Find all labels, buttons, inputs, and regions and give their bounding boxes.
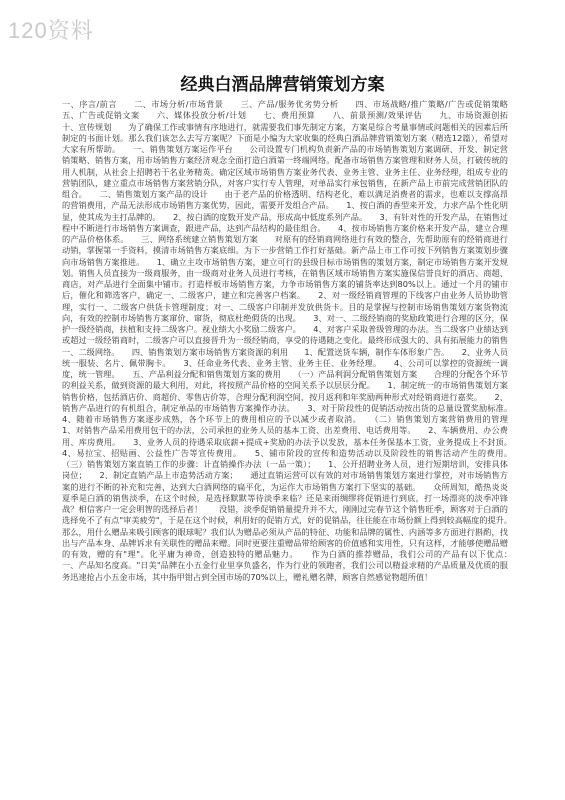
document-body xyxy=(62,99,525,789)
watermark: 120资料 xyxy=(8,18,94,43)
body-paragraph: 一、序言/前言 二、市场分析/市场背景 三、产品/服务优劣势分析 四、市场战略/推广策略/广告或促销策略 五、广告或促销文案 六、媒体投放分析/计划 七、费用预算 八、前景预测/效果评估 九、市场资源创拓 十、宣传规划 为了确保工作或事情有序地进行，就需要我们事先制定方案，方案是综合考量事情或问题相关的因素后所制定的书面计划。那么我们该怎么去写方案呢？下面是小编为大家收集的经典白酒品牌营销策划方案（精选12篇），希望对大家有所帮助。 一、销售策划方案运作平台 公司设置专门机构负责新产品的市场销售策划方案调研、开发、制定营销策略、销售方案，用市场销售方案经济观念全面打造白酒第一终端网络。配备市场销售方案管理和财务人员，打破传统的用人机制，从社会上招聘若干名业务精英。确定区域市场销售方案业务代表、业务主管、业务主任、业务经理，组成专业的营销团队，建立重点市场销售方案营销分队，对客户实行专人管理，对单品实行承包销售，在新产品上市前完成营销团队的组合。 二、销售策划方案产品的设计 由于老产品的价格透明、结构老化，难以满足消费者的需求，也难以支撑高昂的营销费用，产品无法形成市场销售方案优势，因此，需要开发组合产品。 1、按白酒的香型来开发，力求产品个性化明显，使其成为主打品牌的。 2、按白酒的度数开发产品，形成高中低度系列产品。 3、有针对性的开发产品，在销售过程中不断进行市场销售方案调查，跟进产品，达到产品结构的最佳组合。 4、按市场销售方案价格来开发产品，建立合理的产品价格体系。 三、网络系统建立销售策划方案 对原有的经销商网络进行有效的整合，先帮助原有的经销商进行动销，掌握第一手资料，摸清市场销售方案底细。为下一步营销工作打好基础。新产品上市工作可按下列销售方案策划步骤向市场销售方案推进。 1、确立主攻市场销售方案，建立可行的县级目标市场销售的策划方案，制定市场销售方案开发规划。销售人员直接为一级商服务，由一级商对业务人员进行考核，在销售区域市场销售方案实施保信誉良好的酒店、商超、商店，对产品进行全面集中铺市。打造样板市场销售方案，力争市场销售方案的铺货率达到80%以上。通过一个月的铺市后，催化和筛选客户，确定一、二级客户，建立和完善客户档案。 2、对一级经销商管理的下线客户由业务人员协助管理，实行一、二级客户供货卡管理制度；对一、二级客户印制并发放供货卡。目的是掌握与控制市场销售策划方案货物流向，有效的控制市场销售方案窜价、窜货，彻底杜绝假货的出现。 3、对一、二级经销商的奖励政策进行合理的区分，保护一级经销商，扶植和支持二级客户。视业绩大小奖励二级客户。 4、对客户采取普级管理的办法。当二级客户业绩达到或超过一级经销商时，二级客户可以直接晋升为一级经销商，享受的待遇随之变化。最终形成强大的、具有拓展能力的销售一、二级网络。 四、销售策划方案市场销售方案资源的利用 1、配置送货车辆，制作车体形象广告。 2、业务人员统一服装、名片、佩带胸卡。 3、任命业务代表、业务主管、业务主任、业务经理。 4、公司可以掌控的资源统一调度，统一管理。 五、产品利益分配和销售策划方案的费用 （一）产品利润分配销售策划方案 合理的分配各个环节的利益关系，做到资源的最大利用，对此，将按照产品价格的空间关系予以层层分配。 1、制定统一的市场销售策划方案销售价格，包括酒店价、商超价、零售店价等，合理分配利润空间，按月返利和年奖励两种形式对经销商进行嘉奖。 2、销售产品进行的有机组合，制定单品的市场销售方案操作办法。 3、对于阶段性的促销活动按出货的总量设置奖励标准。 4、随着市场销售方案逐步成熟，各个环节上的费用相应的予以减少或者取消。 （二）销售策划方案营销费用的管理 1、对销售产品采用费用包干的办法，公司承担的业务人员的基本工资、出差费用、电话费用等。 2、车辆费用、办公费用、库房费用。 3、业务人员的待遇采取底薪+提成+奖励的办法予以发放，基本任务保基本工资，业务提成上不封顶。 4、易拉宝、招贴画、公益性广告等宣传费用。 5、铺市阶段的宣传和造势活动以及阶段性的销售活动产生的费用。 （三）销售策划方案直销工作的步骤：计直销操作办法（一品一策）； 1、公开招聘业务人员，进行短期培训，安排具体岗位； 2、制定直销产品上市造势活动方案； 通过直销运营可以有效的对市场销售策划方案进行掌控，对市场销售方案的进行不断的补充和完善，达到大白酒网络的扁平化，为运作大市场销售方案打下坚实的基础。 众所周知，酷热炎炎夏季是白酒的销售淡季，在这个时候，是选择默默等待淡季来临？还是来雨绸缪将促销进行到底，打一场漂亮的淡季冲锋战？相信客户一定会明智的选择后者！ 没错，淡季促销销量提升并不大，刚刚过完春节这个销售旺季，顾客对于白酒的选择免不了有点"审美疲劳"，于是在这个时候，利用好的促销方式，好的促销品，往往能在市场份额上得到较高幅度的提升。 那么，用什么赠品来吸引顾客的眼球呢？我们认为赠品必须从产品的特征、功能和品牌的属性、内涵等多方面进行斟酌，找出与产品本身、品牌诉求有关联性的赠品来赠。同时更要注重赠品带给顾客的价值感和实用性，只有这样，才能够使赠品赠的有效，赠的有"理"。化平庸为神奇，创造独特的赠品魅力。 作为白酒的推荐赠品，我们公司的产品有以下优点： 一、产品知名度高。"日美"品牌在小五金行业里享负盛名，作为行业的领跑者，我们公司以精益求精的产品质量及优质的服务迅速抢占小五金市场，其中指甲钳占到全国市场的70%以上，赠礼赠名牌，顾客自然感觉物超所值！ xyxy=(62,99,525,582)
document-title: 经典白酒品牌营销策划方案 xyxy=(180,75,385,95)
